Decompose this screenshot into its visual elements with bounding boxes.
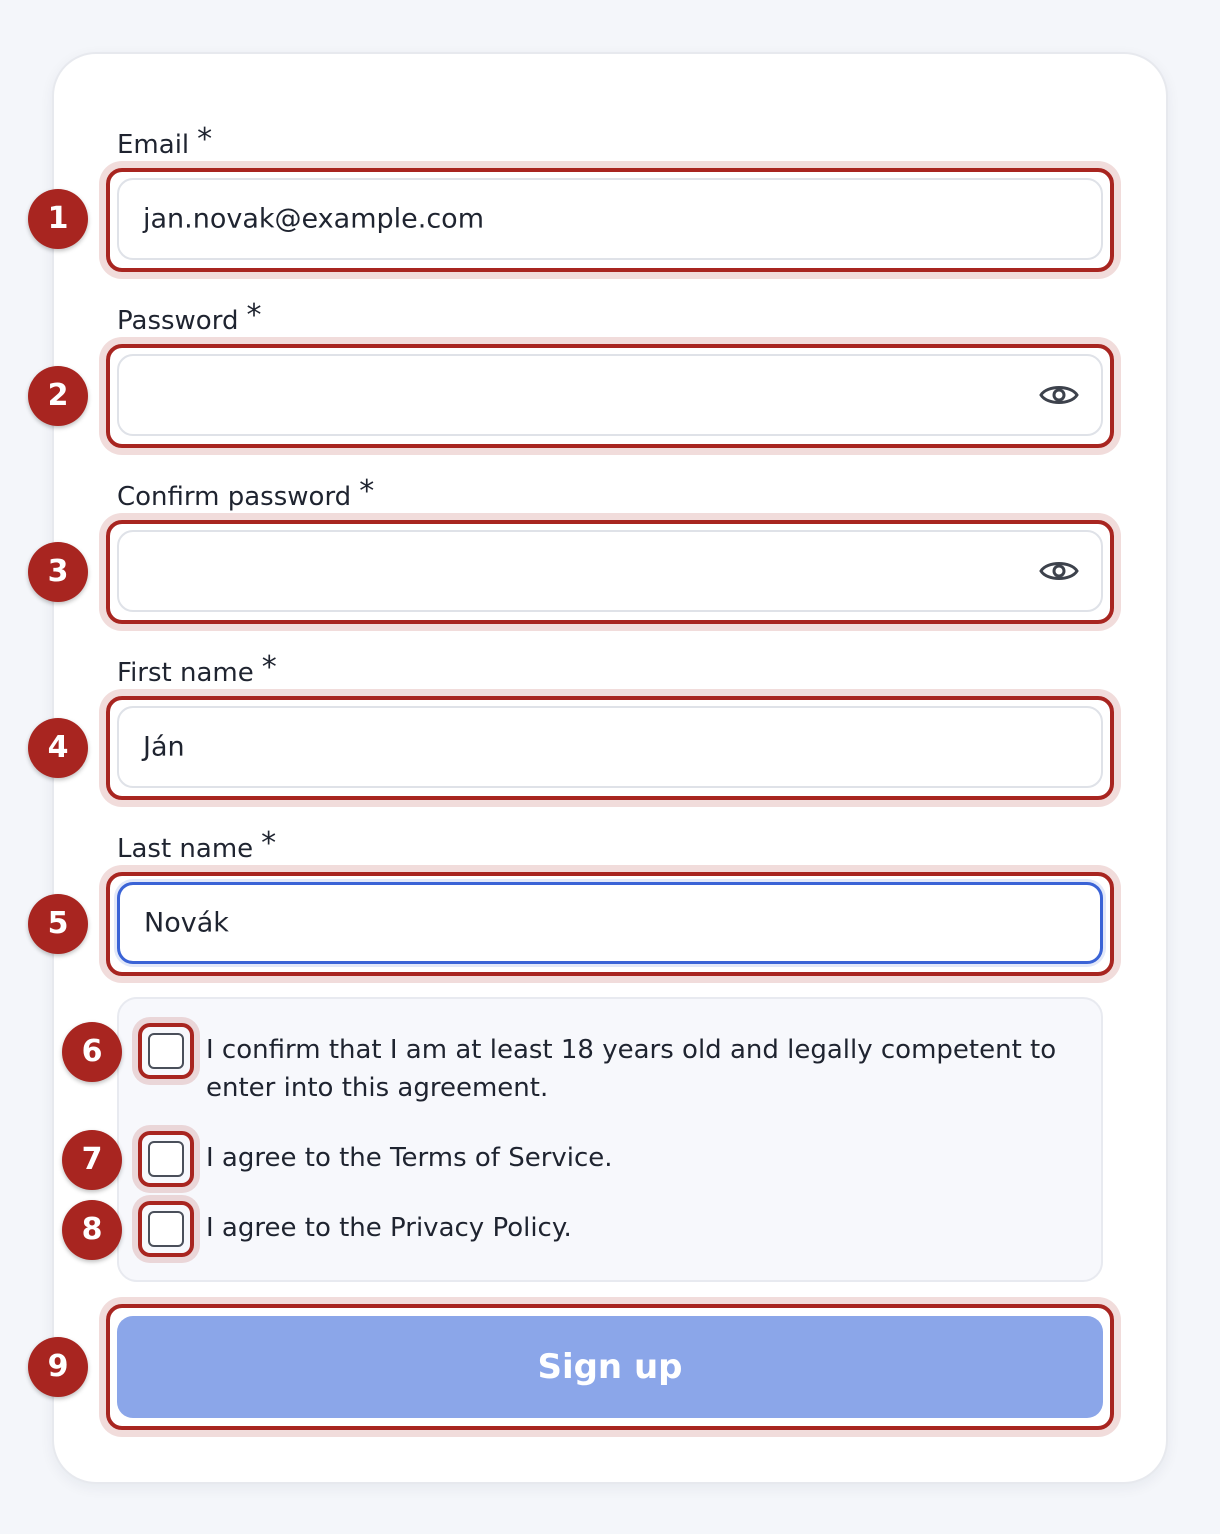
annotation-badge-3: 3 bbox=[28, 542, 88, 602]
annotation-badge-6: 6 bbox=[62, 1022, 122, 1082]
email-label: Email * bbox=[117, 122, 213, 160]
required-asterisk: * bbox=[246, 298, 262, 333]
annotation-badge-9: 9 bbox=[28, 1337, 88, 1397]
annotation-badge-8: 8 bbox=[62, 1200, 122, 1260]
confirm-password-label: Confirm password * bbox=[117, 474, 375, 512]
consent-privacy-checkbox[interactable] bbox=[148, 1211, 184, 1247]
confirm-password-field[interactable] bbox=[117, 530, 1103, 612]
sign-up-button[interactable]: Sign up bbox=[117, 1316, 1103, 1418]
required-asterisk: * bbox=[197, 122, 213, 157]
eye-icon[interactable] bbox=[1039, 381, 1079, 409]
email-field[interactable] bbox=[117, 178, 1103, 260]
password-label: Password * bbox=[117, 298, 262, 336]
last-name-value: Novák bbox=[144, 907, 229, 939]
last-name-label: Last name * bbox=[117, 826, 277, 864]
first-name-label: First name * bbox=[117, 650, 277, 688]
last-name-field[interactable] bbox=[117, 882, 1103, 964]
annotation-badge-4: 4 bbox=[28, 718, 88, 778]
consent-terms-checkbox[interactable] bbox=[148, 1141, 184, 1177]
first-name-value: Ján bbox=[143, 731, 185, 763]
email-value: jan.novak@example.com bbox=[143, 203, 484, 235]
required-asterisk: * bbox=[359, 474, 375, 509]
annotation-badge-1: 1 bbox=[28, 189, 88, 249]
annotation-badge-7: 7 bbox=[62, 1130, 122, 1190]
required-asterisk: * bbox=[261, 826, 277, 861]
annotation-badge-5: 5 bbox=[28, 894, 88, 954]
consent-age-checkbox[interactable] bbox=[148, 1033, 184, 1069]
first-name-field[interactable] bbox=[117, 706, 1103, 788]
password-field[interactable] bbox=[117, 354, 1103, 436]
consent-terms-label: I agree to the Terms of Service. bbox=[206, 1143, 613, 1173]
required-asterisk: * bbox=[261, 650, 277, 685]
annotation-badge-2: 2 bbox=[28, 366, 88, 426]
eye-icon[interactable] bbox=[1039, 557, 1079, 585]
consent-privacy-label: I agree to the Privacy Policy. bbox=[206, 1213, 572, 1243]
consent-age-label: I confirm that I am at least 18 years old and legally competent to enter into this agreement. bbox=[206, 1035, 1057, 1103]
